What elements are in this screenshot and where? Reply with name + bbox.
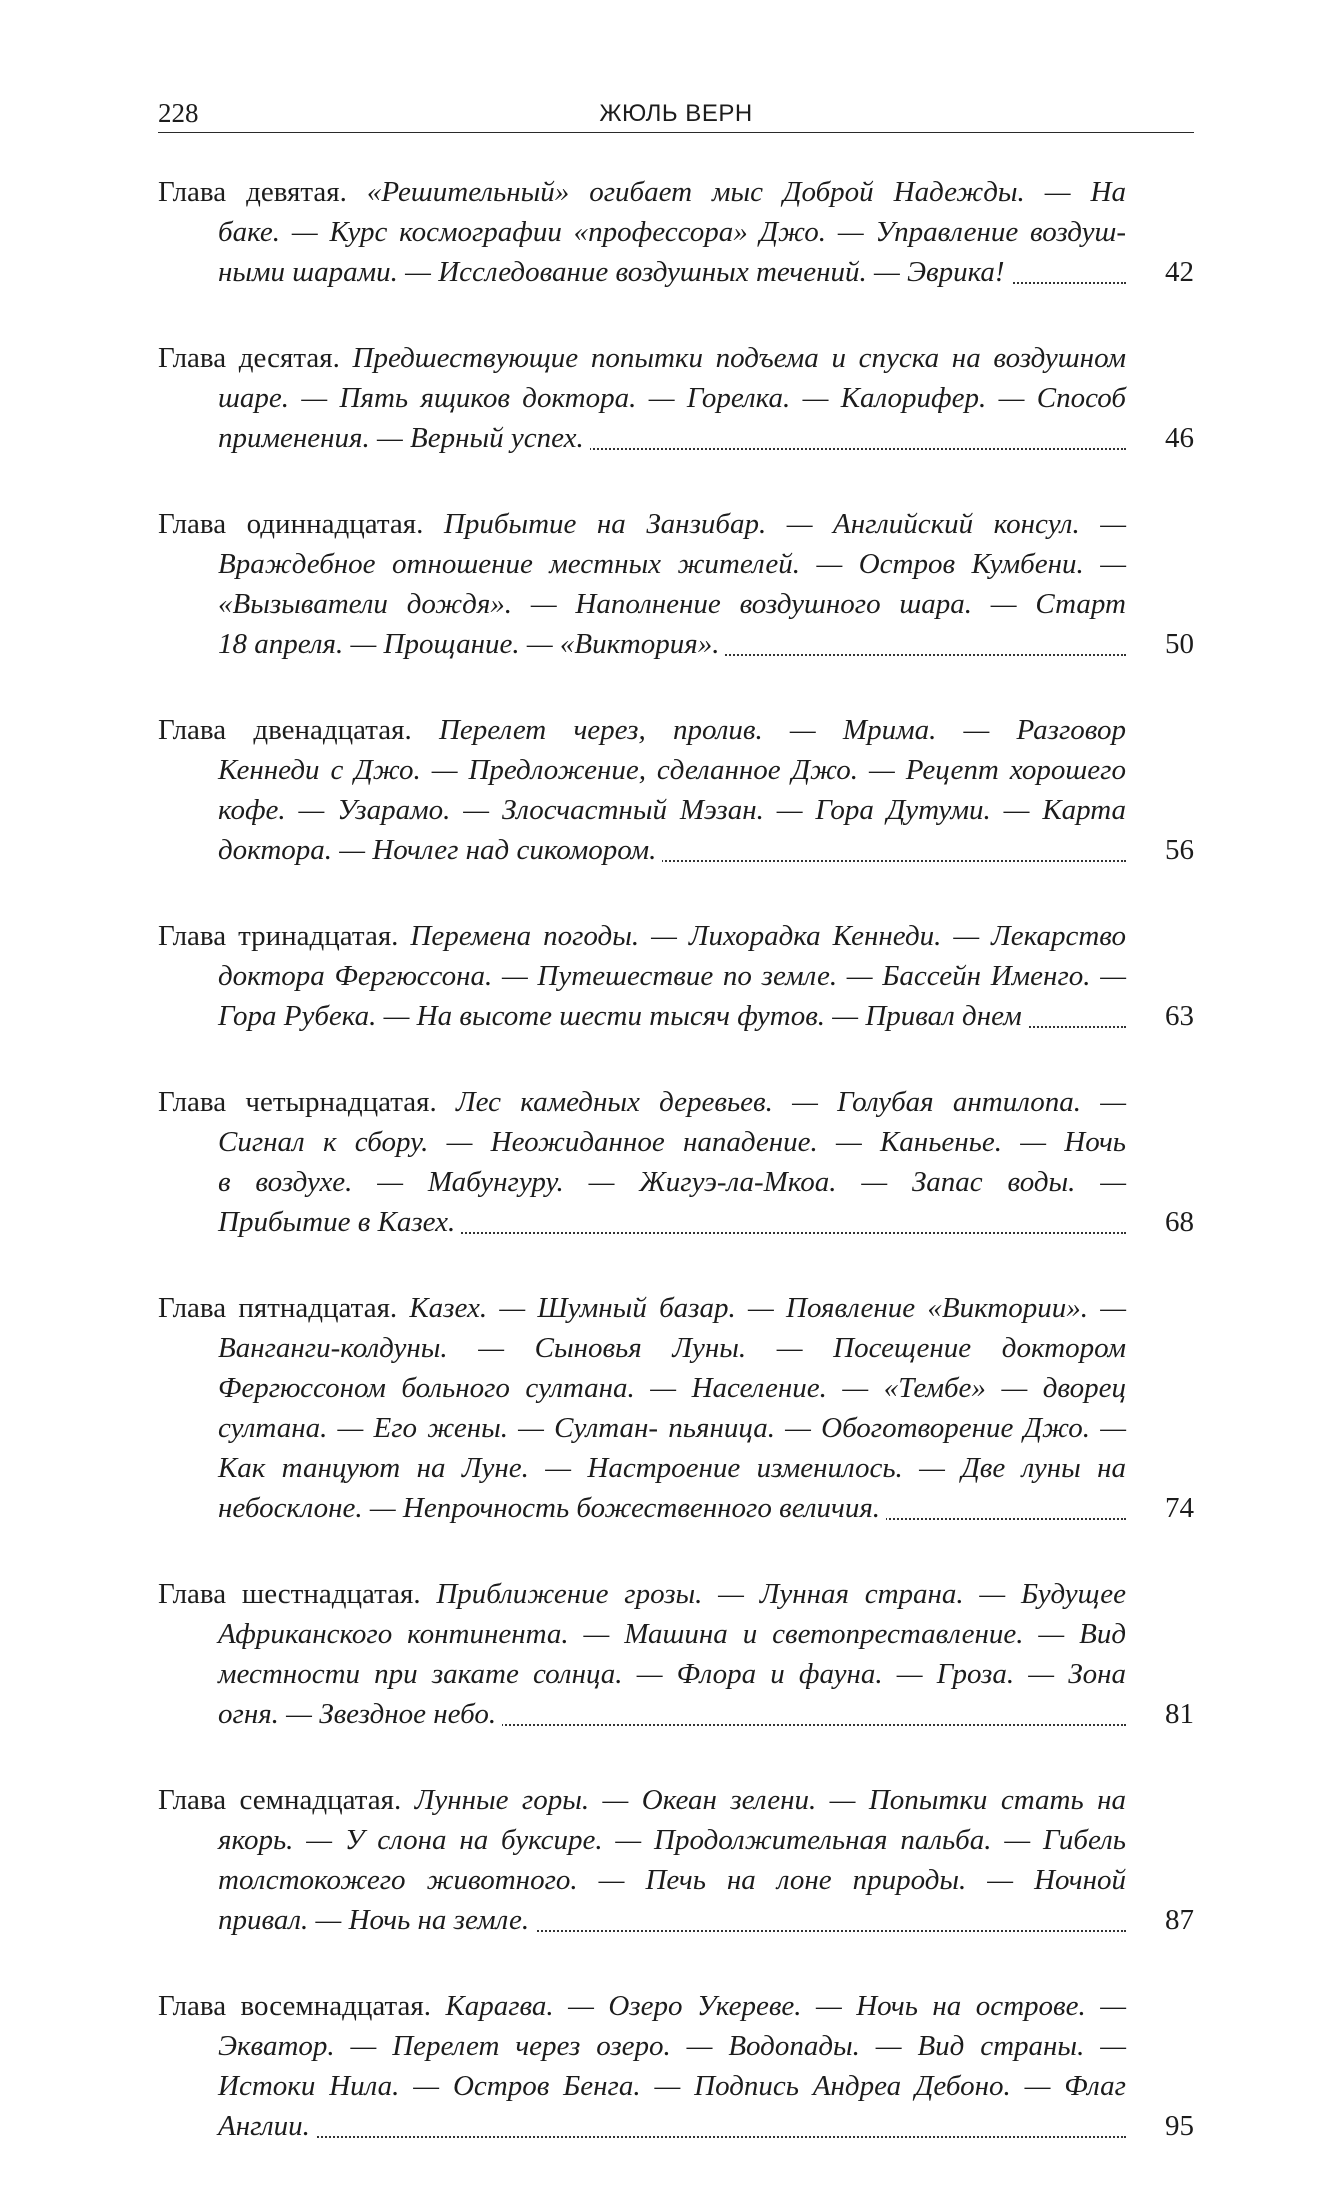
toc-line (158, 1780, 1126, 1820)
chapter-topics: 18 апреля. — Прощание. — «Виктория». (218, 628, 725, 660)
toc-line: толстокожего животного. — Печь на лоне природы. — Ночной (218, 1864, 1126, 1896)
chapter-label: Глава пятнадцатая. (158, 1292, 398, 1324)
toc-line: Враждебное отношение местных жителей. — Остров Кумбени. — (218, 548, 1126, 580)
page-reference[interactable]: 81 (1165, 1698, 1194, 1730)
chapter-topics: Прибытие на Занзибар. — Английский консул. — (443, 508, 1127, 540)
chapter-topics: ными шарами. — Исследование воздушных течений. — Эврика! (218, 256, 1011, 288)
chapter-label: Глава четырнадцатая. (158, 1086, 437, 1118)
chapter-label: Глава восемнадцатая. (158, 1990, 432, 2022)
page-number: 228 (158, 98, 199, 128)
toc-line (158, 172, 1126, 212)
page-reference[interactable]: 87 (1165, 1904, 1194, 1936)
toc-line (158, 504, 1126, 544)
chapter-topics: «Решительный» огибает мыс Доброй Надежды. — На (366, 176, 1127, 208)
toc-entry (158, 1986, 1194, 2146)
page-reference[interactable]: 68 (1165, 1206, 1194, 1238)
toc-line: в воздухе. — Мабунгуру. — Жигуэ-ла-Мкоа. — Запас воды. — (218, 1166, 1126, 1198)
chapter-topics: Перемена погоды. — Лихорадка Кеннеди. — Лекарство (410, 920, 1126, 952)
chapter-topics: Приближение грозы. — Лунная страна. — Будущее (436, 1578, 1126, 1610)
toc-line: Истоки Нила. — Остров Бенга. — Подпись Андреа Дебоно. — Флаг (218, 2070, 1126, 2102)
chapter-label: Глава девятая. (158, 176, 347, 208)
toc-line: Африканского континента. — Машина и светопреставление. — Вид (218, 1618, 1126, 1650)
chapter-topics: небосклоне. — Непрочность божественного величия. (218, 1492, 886, 1524)
toc-line-last (158, 418, 1126, 458)
page-reference[interactable]: 50 (1165, 628, 1194, 660)
toc-line: шаре. — Пять ящиков доктора. — Горелка. — Калорифер. — Способ (218, 382, 1126, 414)
toc-line: «Вызыватели дождя». — Наполнение воздушного шара. — Старт (218, 588, 1126, 620)
toc-entry (158, 338, 1194, 458)
chapter-topics: Прибытие в Казех. (218, 1206, 461, 1238)
dot-leader (218, 2136, 1126, 2138)
page-reference[interactable]: 42 (1165, 256, 1194, 288)
page-reference[interactable]: 95 (1165, 2110, 1194, 2142)
toc-line-last (158, 830, 1126, 870)
toc-line-last (158, 996, 1126, 1036)
table-of-contents (158, 172, 1194, 2192)
chapter-topics: Англии. (218, 2110, 316, 2142)
chapter-topics: Предшествующие попытки подъема и спуска на воздушном (352, 342, 1126, 374)
toc-line (158, 916, 1126, 956)
toc-entry (158, 710, 1194, 870)
toc-line: Ванганги-колдуны. — Сыновья Луны. — Посещение доктором (218, 1332, 1126, 1364)
toc-entry (158, 1780, 1194, 1940)
toc-line: кофе. — Узарамо. — Злосчастный Мэзан. — Гора Дутуми. — Карта (218, 794, 1126, 826)
toc-line-last (158, 1202, 1126, 1242)
chapter-topics: Казех. — Шумный базар. — Появление «Виктории». — (409, 1292, 1126, 1324)
page-header (158, 98, 1194, 133)
chapter-topics: Лунные горы. — Океан зелени. — Попытки стать на (414, 1784, 1126, 1816)
toc-line (158, 1288, 1126, 1328)
toc-line: Экватор. — Перелет через озеро. — Водопады. — Вид страны. — (218, 2030, 1126, 2062)
chapter-topics: применения. — Верный успех. (218, 422, 590, 454)
toc-line: местности при закате солнца. — Флора и фауна. — Гроза. — Зона (218, 1658, 1126, 1690)
chapter-topics: Перелет через, пролив. — Мрима. — Разговор (438, 714, 1126, 746)
toc-line (158, 338, 1126, 378)
chapter-topics: огня. — Звездное небо. (218, 1698, 502, 1730)
page-reference[interactable]: 46 (1165, 422, 1194, 454)
toc-line: доктора Фергюссона. — Путешествие по земле. — Бассейн Именго. — (218, 960, 1126, 992)
toc-line (158, 1986, 1126, 2026)
page-reference[interactable]: 56 (1165, 834, 1194, 866)
toc-line: султана. — Его жены. — Султан- пьяница. — Обоготворение Джо. — (218, 1412, 1126, 1444)
toc-entry (158, 1288, 1194, 1528)
toc-line (158, 1082, 1126, 1122)
toc-line: якорь. — У слона на буксире. — Продолжительная пальба. — Гибель (218, 1824, 1126, 1856)
running-head: ЖЮЛЬ ВЕРН (599, 100, 753, 127)
chapter-label: Глава одиннадцатая. (158, 508, 424, 540)
chapter-topics: Карагва. — Озеро Укереве. — Ночь на острове. — (445, 1990, 1127, 2022)
toc-entry (158, 504, 1194, 664)
toc-line-last (158, 252, 1126, 292)
toc-entry (158, 1574, 1194, 1734)
toc-line-last (158, 1694, 1126, 1734)
toc-line-last (158, 624, 1126, 664)
chapter-label: Глава семнадцатая. (158, 1784, 402, 1816)
chapter-topics: Гора Рубека. — На высоте шести тысяч футов. — Привал днем (218, 1000, 1028, 1032)
toc-line: Кеннеди с Джо. — Предложение, сделанное Джо. — Рецепт хорошего (218, 754, 1126, 786)
chapter-topics: Лес камедных деревьев. — Голубая антилопа. — (456, 1086, 1127, 1118)
toc-line-last (158, 2106, 1126, 2146)
chapter-label: Глава тринадцатая. (158, 920, 399, 952)
chapter-topics: доктора. — Ночлег над сикомором. (218, 834, 662, 866)
toc-entry (158, 172, 1194, 292)
toc-line-last (158, 1900, 1126, 1940)
toc-line: баке. — Курс космографии «профессора» Джо. — Управление воздуш- (218, 216, 1126, 248)
toc-entry (158, 916, 1194, 1036)
toc-line: Фергюссоном больного султана. — Население. — «Тембе» — дворец (218, 1372, 1126, 1404)
toc-line (158, 1574, 1126, 1614)
chapter-label: Глава шестнадцатая. (158, 1578, 421, 1610)
page-reference[interactable]: 74 (1165, 1492, 1194, 1524)
toc-line-last (158, 1488, 1126, 1528)
chapter-topics: привал. — Ночь на земле. (218, 1904, 535, 1936)
toc-entry (158, 1082, 1194, 1242)
page-reference[interactable]: 63 (1165, 1000, 1194, 1032)
chapter-label: Глава десятая. (158, 342, 340, 374)
chapter-label: Глава двенадцатая. (158, 714, 412, 746)
toc-line: Сигнал к сбору. — Неожиданное нападение. — Каньенье. — Ночь (218, 1126, 1126, 1158)
toc-line (158, 710, 1126, 750)
toc-line: Как танцуют на Луне. — Настроение изменилось. — Две луны на (218, 1452, 1126, 1484)
